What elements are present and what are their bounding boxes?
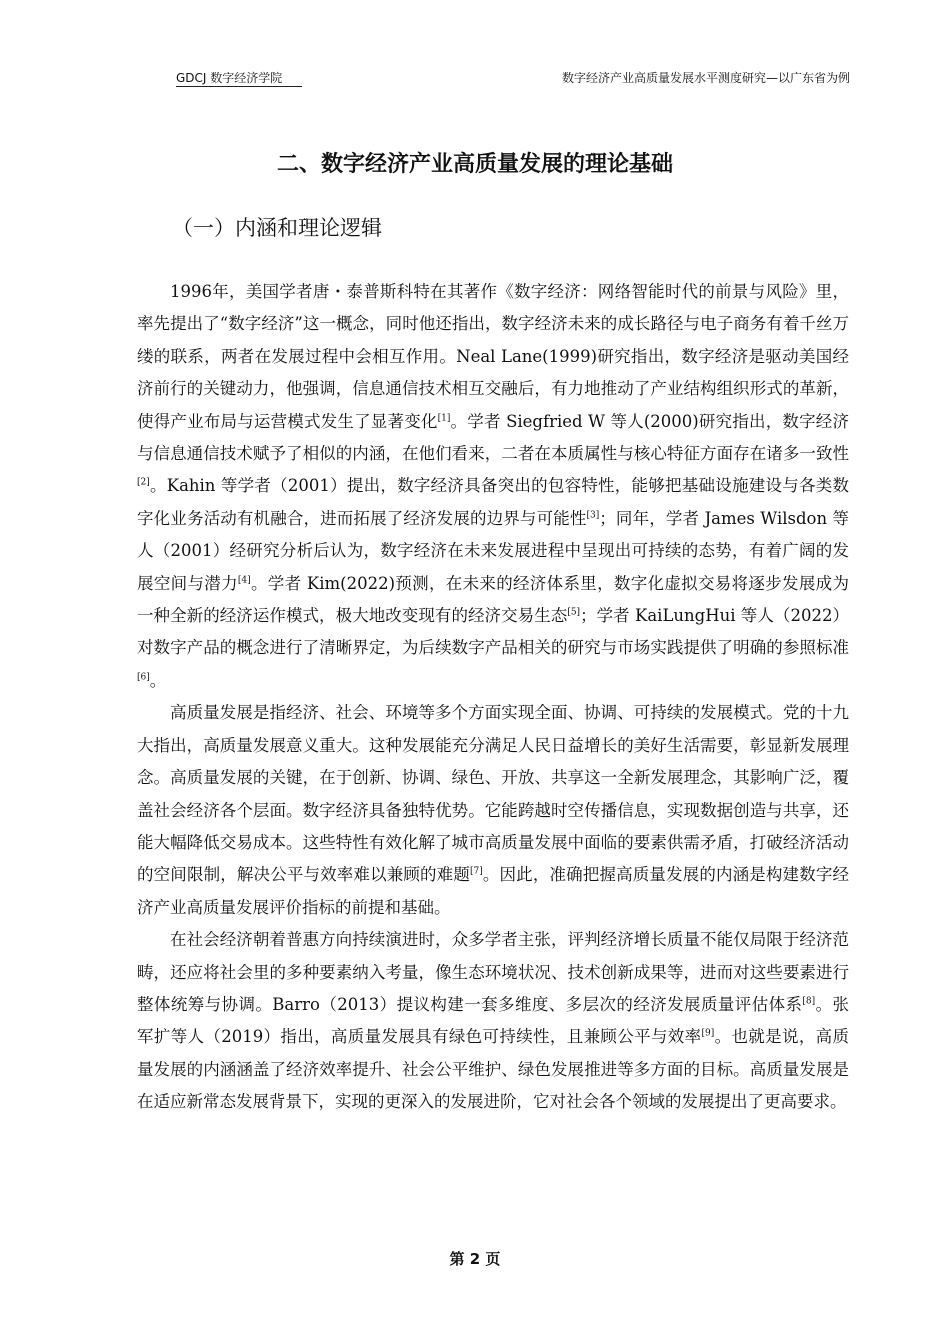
text-run: 。学者 Kim(2022)预测，在未来的经济体系里，数字化虚拟交易将逐步发展成为一种全新的经济运作模式，极大地改变现有的经济交易生态	[137, 573, 849, 626]
text-run: 。因此，准确把握高质量发展的内涵是构建数字经济产业高质量发展评价指标的前提和基础。	[137, 865, 850, 917]
paragraph-3	[137, 924, 849, 1118]
page-number: 第 2 页	[449, 1250, 501, 1268]
text-run: ；学者 KaiLungHui 等人（2022）对数字产品的概念进行了清晰界定，为后续数字产品相关的研究与市场实践提供了明确的参照标准	[137, 606, 850, 658]
body-text	[137, 276, 849, 1119]
paragraph-2	[137, 697, 849, 924]
citation-ref: [2]	[137, 477, 150, 488]
text-run: 。Kahin 等学者（2001）提出，数字经济具备突出的包容特性，能够把基础设施建设与各类数字化业务活动有机融合，进而拓展了经济发展的边界与可能性	[137, 476, 849, 528]
text-run: 在社会经济朝着普惠方向持续演进时，众多学者主张，评判经济增长质量不能仅局限于经济范畴，还应将社会里的多种要素纳入考量，像生态环境状况、技术创新成果等，进而对这些要素进行整体统筹与协调。Barro（2013）提议构建一套多维度、多层次的经济发展质量评估体系	[137, 930, 849, 1014]
citation-ref: [3]	[586, 510, 600, 521]
text-run: ；同年，学者 James Wilsdon 等人（2001）经研究分析后认为，数字经济在未来发展进程中呈现出可持续的态势，有着广阔的发展空间与潜力	[137, 508, 849, 593]
text-run: 。张军扩等人（2019）指出，高质量发展具有绿色可持续性，且兼顾公平与效率	[137, 994, 849, 1047]
paragraph-1	[137, 276, 849, 697]
text-run: 。	[149, 670, 167, 690]
section-title: （一）内涵和理论逻辑	[172, 216, 382, 240]
citation-ref: [9]	[701, 1028, 715, 1039]
text-run: 。也就是说，高质量发展的内涵涵盖了经济效率提升、社会公平维护、绿色发展推进等多方面的目标。高质量发展是在适应新常态发展背景下，实现的更深入的发展进阶，它对社会各个领域的发展提出了更高要求。	[137, 1027, 849, 1112]
citation-ref: [7]	[469, 866, 483, 877]
text-run: 。学者 Siegfried W 等人(2000)研究指出，数字经济与信息通信技术赋予了相似的内涵，在他们看来，二者在本质属性与核心特征方面存在诸多一致性	[137, 411, 849, 464]
citation-ref: [5]	[567, 607, 581, 618]
header-institution: GDCJ 数字经济学院	[176, 70, 302, 87]
citation-ref: [1]	[437, 413, 451, 424]
citation-ref: [6]	[137, 672, 150, 683]
text-run: 1996年，美国学者唐・泰普斯科特在其著作《数字经济：网络智能时代的前景与风险》里，率先提出了“数字经济”这一概念，同时他还指出，数字经济未来的成长路径与电子商务有着千丝万缕的联系，两者在发展过程中会相互作用。Neal Lane(1999)研究指出，数字经济是驱动美国经济前行的关键动力，他强调，信息通信技术相互交融后，有力地推动了产业结构组织形式的革新，使得产业布局与运营模式发生了显著变化	[137, 282, 849, 431]
header-thesis-title: 数字经济产业高质量发展水平测度研究—以广东省为例	[561, 71, 850, 85]
page-header	[176, 70, 850, 88]
chapter-title: 二、数字经济产业高质量发展的理论基础	[276, 152, 673, 177]
citation-ref: [8]	[802, 996, 816, 1007]
text-run: 高质量发展是指经济、社会、环境等多个方面实现全面、协调、可持续的发展模式。党的十九大指出，高质量发展意义重大。这种发展能充分满足人民日益增长的美好生活需要，彰显新发展理念。高质量发展的关键，在于创新、协调、绿色、开放、共享这一全新发展理念，其影响广泛，覆盖社会经济各个层面。数字经济具备独特优势。它能跨越时空传播信息，实现数据创造与共享，还能大幅降低交易成本。这些特性有效化解了城市高质量发展中面临的要素供需矛盾，打破经济活动的空间限制，解决公平与效率难以兼顾的难题	[137, 703, 849, 885]
citation-ref: [4]	[237, 575, 251, 586]
